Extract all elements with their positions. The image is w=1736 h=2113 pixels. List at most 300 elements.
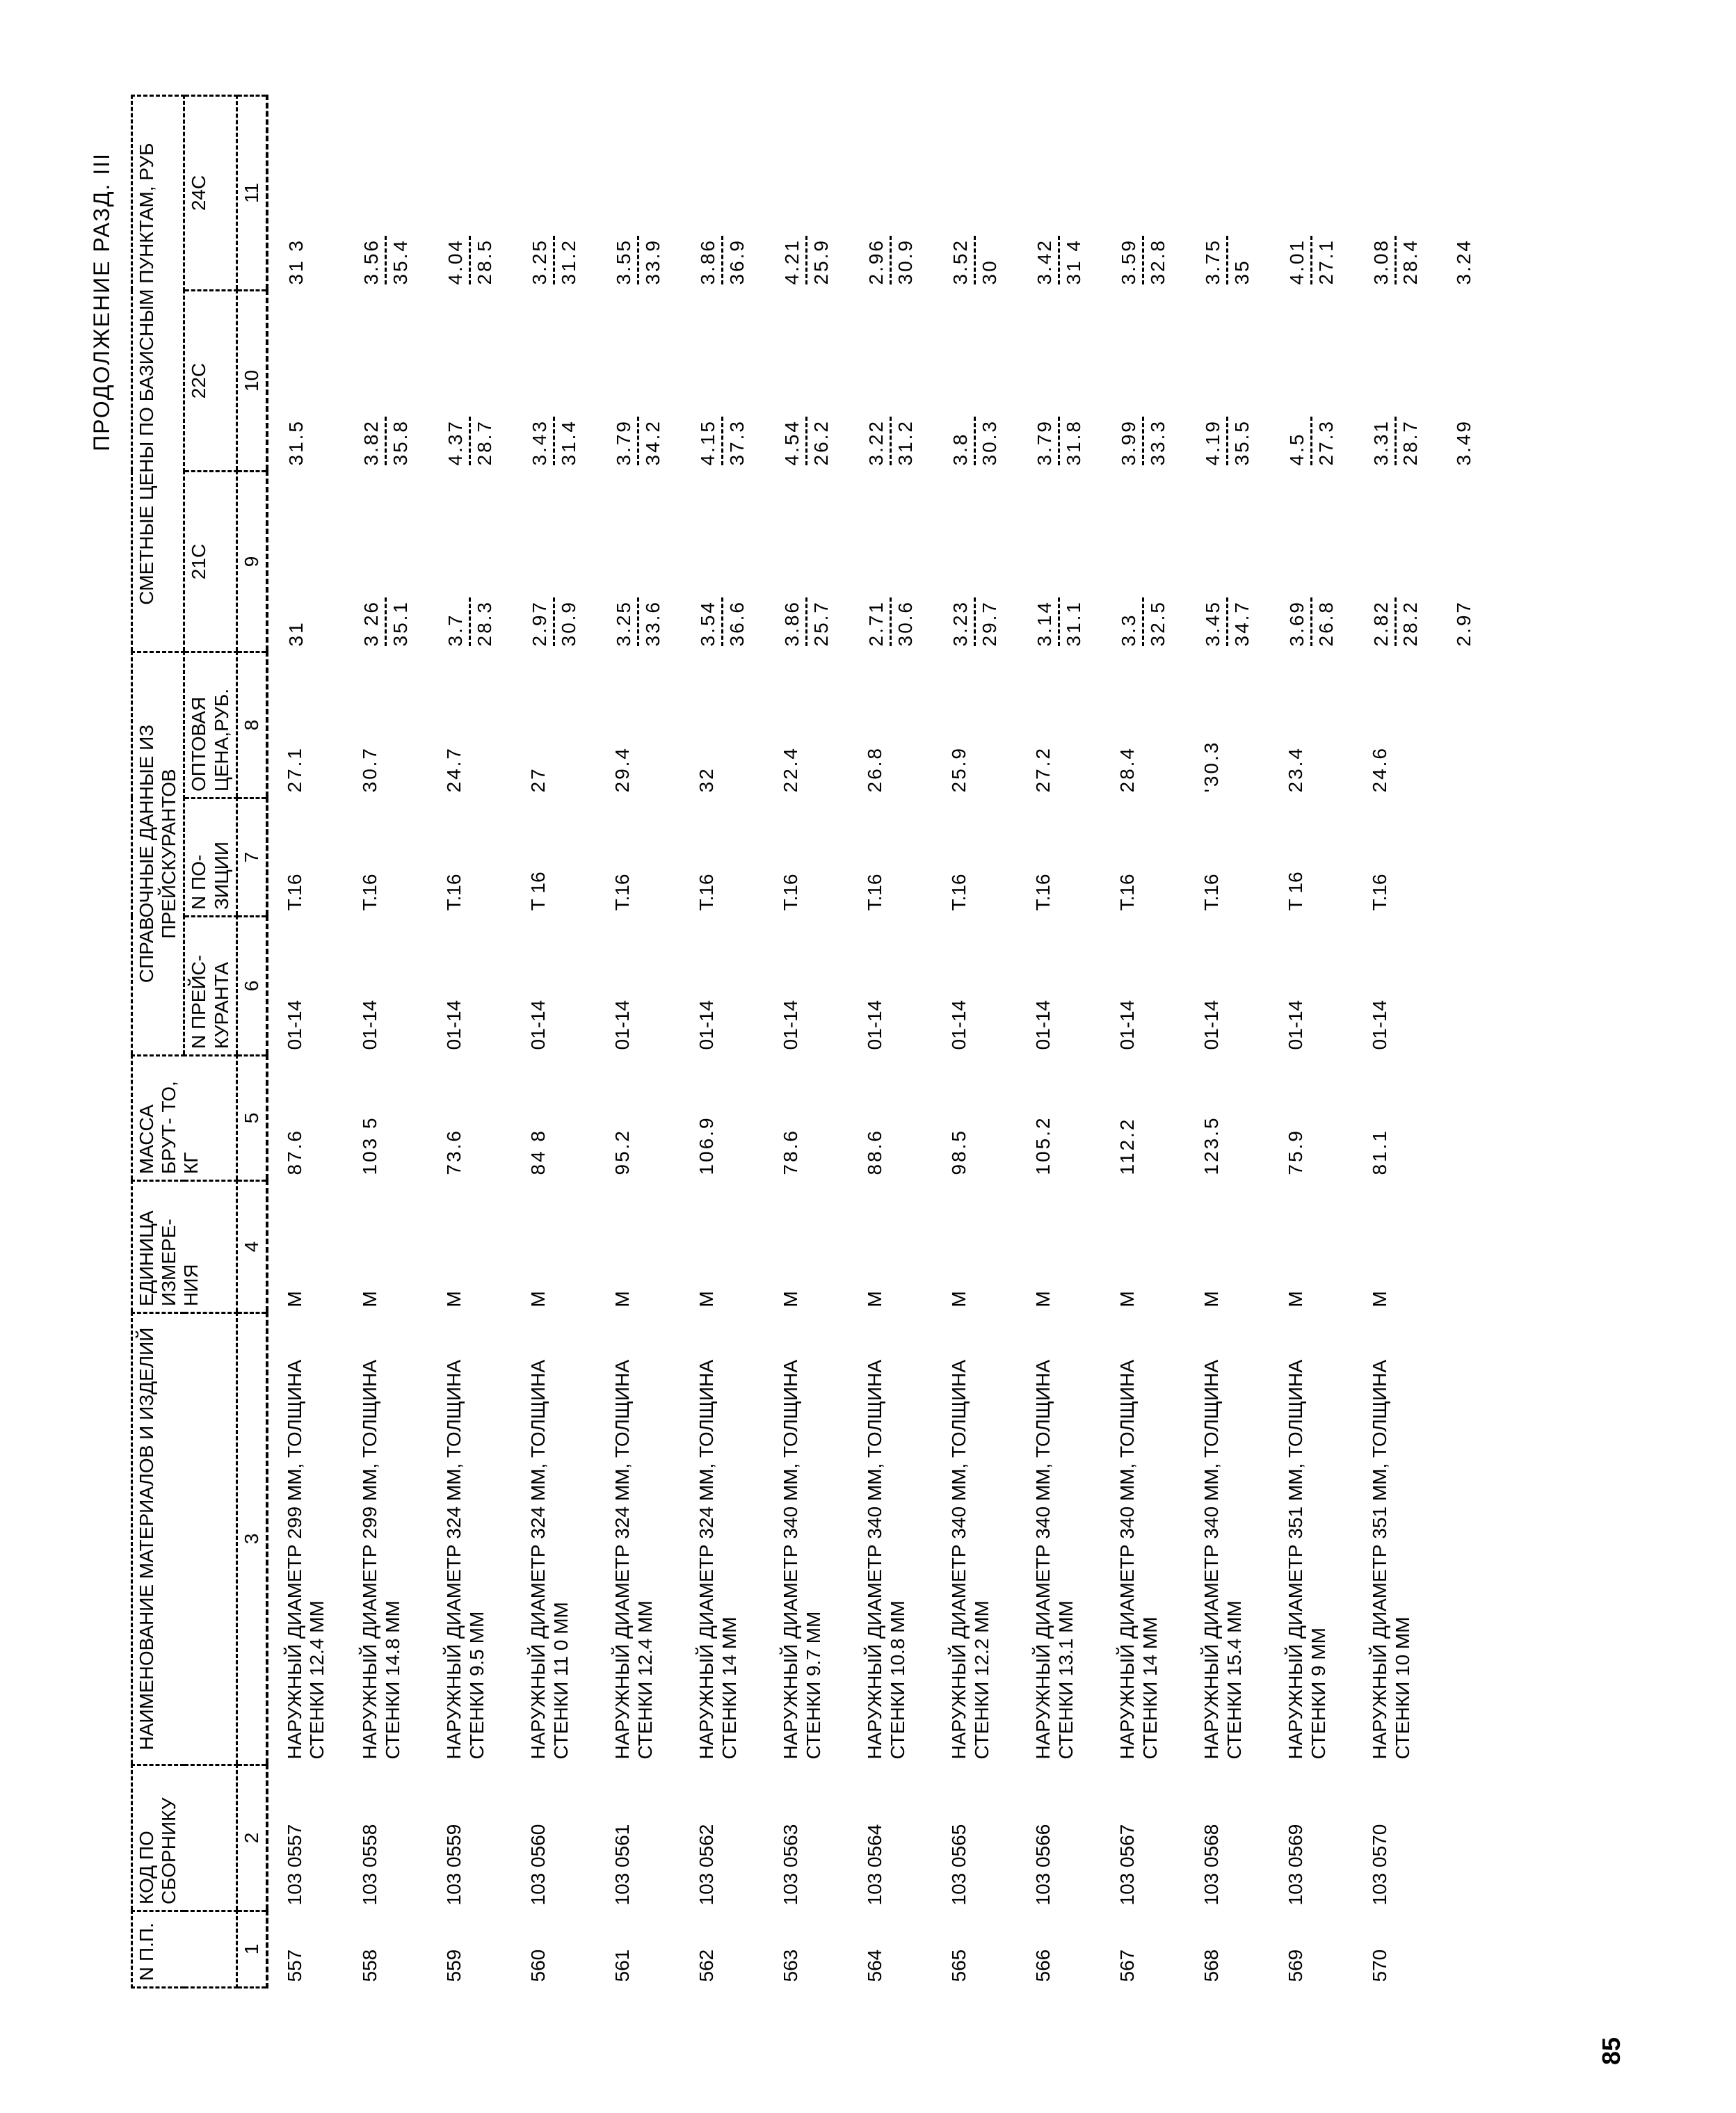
header-point-24c: 24С xyxy=(184,95,236,290)
empty-cell xyxy=(1438,917,1490,1056)
cell-price-21c-lower: 25.7 xyxy=(810,600,833,647)
table-row xyxy=(1017,95,1101,1987)
cell-price-24c-upper: 2.96 xyxy=(864,236,892,285)
cell-pricelist: 01-14 xyxy=(1200,999,1223,1050)
cell-price-21c-fraction xyxy=(864,598,917,647)
cell-mass: 78.6 xyxy=(780,1129,802,1175)
cell-pricelist: 01-14 xyxy=(283,999,305,1050)
cell-price-21c-upper: 2.71 xyxy=(864,598,892,647)
cell-price-22c-lower: 28.7 xyxy=(474,419,496,466)
cell-name: НАРУЖНЫЙ ДИАМЕТР 324 ММ, ТОЛЩИНА СТЕНКИ 14 ММ xyxy=(696,1360,740,1760)
cell-price-22c-lower: 33.3 xyxy=(1147,419,1169,466)
cell-position: Т.16 xyxy=(1200,874,1223,911)
cell-price-21c-lower: 35.1 xyxy=(389,600,412,647)
cell-unit: М xyxy=(1285,1291,1307,1308)
cell-mass: 103 5 xyxy=(359,1116,381,1175)
cell-price-24c-upper: 4.04 xyxy=(443,236,471,285)
cell-price-24c xyxy=(1269,95,1353,290)
cell-price-24c-fraction xyxy=(780,236,833,285)
cell-price-22c-fraction xyxy=(1116,417,1170,466)
cell-price-21c-fraction xyxy=(948,598,1002,647)
cell-price-21c-lower: 30.9 xyxy=(558,600,580,647)
cell-price-24c-upper: 31 3 xyxy=(284,239,307,285)
cell-unit: М xyxy=(1032,1291,1054,1308)
cell-price-24c-upper: 3.86 xyxy=(696,236,723,285)
table-row xyxy=(512,95,596,1987)
cell-price-22c-upper: 4.5 xyxy=(1285,417,1312,466)
cell-price-22c xyxy=(680,291,764,472)
cell-price-22c xyxy=(344,291,428,472)
cell-price-24c xyxy=(1185,95,1269,290)
cell-wholesale: 30.7 xyxy=(359,746,381,793)
cell-mass: 75.9 xyxy=(1285,1129,1307,1175)
cell-n: 557 xyxy=(283,1949,305,1982)
cell-name: НАРУЖНЫЙ ДИАМЕТР 340 ММ, ТОЛЩИНА СТЕНКИ 12.2 ММ xyxy=(948,1360,992,1760)
cell-price-22c xyxy=(1353,291,1438,472)
cell-price-22c-lower: 37.3 xyxy=(726,419,748,466)
cell-unit: М xyxy=(611,1291,634,1308)
cell-price-22c-lower: 35.5 xyxy=(1231,419,1253,466)
table-row xyxy=(933,95,1017,1987)
cell-price-24c-fraction xyxy=(1116,236,1170,285)
column-number: 7 xyxy=(236,798,267,917)
cell-price-21c-fraction xyxy=(611,598,665,647)
table-row xyxy=(1269,95,1353,1987)
cell-price-22c-continued: 3.49 xyxy=(1453,419,1475,466)
cell-n: 569 xyxy=(1285,1949,1307,1982)
cell-price-22c-fraction xyxy=(780,417,833,466)
cell-price-24c-fraction xyxy=(611,236,665,285)
cell-price-24c-upper: 4.21 xyxy=(780,236,807,285)
cell-price-24c xyxy=(1017,95,1101,290)
cell-position: Т.16 xyxy=(1116,874,1139,911)
cell-price-22c-lower: 31.4 xyxy=(558,419,580,466)
header-wholesale: ОПТОВАЯ ЦЕНА,РУБ. xyxy=(184,652,236,798)
cell-price-24c xyxy=(596,95,680,290)
cell-position: Т.16 xyxy=(1032,874,1054,911)
cell-n: 567 xyxy=(1116,1949,1139,1982)
cell-price-24c-fraction xyxy=(1285,236,1338,285)
cell-name: НАРУЖНЫЙ ДИАМЕТР 340 ММ, ТОЛЩИНА СТЕНКИ 10.8 ММ xyxy=(864,1360,908,1760)
cell-price-22c-fraction xyxy=(443,417,497,466)
cell-price-24c-fraction xyxy=(864,236,917,285)
cell-price-21c-upper: 3.86 xyxy=(780,598,807,647)
cell-price-24c-lower: 28.5 xyxy=(474,239,496,285)
cell-price-21c xyxy=(428,472,512,652)
rotated-document-page xyxy=(89,48,1647,2065)
table-row xyxy=(428,95,512,1987)
cell-pricelist: 01-14 xyxy=(443,999,465,1050)
table-body xyxy=(267,95,1491,1987)
cell-price-21c-fraction xyxy=(1032,598,1086,647)
cell-price-24c-fraction xyxy=(1032,236,1086,285)
cell-unit: М xyxy=(1116,1291,1139,1308)
cell-price-24c xyxy=(267,95,344,290)
cell-pricelist: 01-14 xyxy=(948,999,970,1050)
cell-price-22c-lower: 34.2 xyxy=(642,419,664,466)
cell-price-21c xyxy=(764,472,849,652)
cell-mass: 95.2 xyxy=(611,1129,634,1175)
cell-price-22c xyxy=(1185,291,1269,472)
cell-n: 562 xyxy=(696,1949,718,1982)
cell-price-22c xyxy=(267,291,344,472)
cell-price-24c-lower: 36.9 xyxy=(726,239,748,285)
empty-cell xyxy=(1438,798,1490,917)
header-name: НАИМЕНОВАНИЕ МАТЕРИАЛОВ И ИЗДЕЛИЙ xyxy=(132,1313,237,1765)
cell-price-21c-lower: 31.1 xyxy=(1063,600,1085,647)
cell-price-22c-upper: 4.37 xyxy=(443,417,471,466)
cell-position: Т.16 xyxy=(696,874,718,911)
cell-code: 103 0570 xyxy=(1369,1824,1391,1906)
cell-price-22c-fraction xyxy=(1200,417,1254,466)
table-row xyxy=(680,95,764,1987)
cell-name: НАРУЖНЫЙ ДИАМЕТР 351 ММ, ТОЛЩИНА СТЕНКИ 10 ММ xyxy=(1369,1360,1413,1760)
header-point-21c: 21С xyxy=(184,472,236,652)
cell-mass: 105.2 xyxy=(1032,1116,1054,1175)
cell-price-21c-upper: 3.14 xyxy=(1032,598,1060,647)
cell-position: Т.16 xyxy=(780,874,802,911)
cell-unit: М xyxy=(443,1291,465,1308)
cell-pricelist: 01-14 xyxy=(780,999,802,1050)
table-row xyxy=(1353,95,1438,1987)
cell-price-24c-upper: 3.59 xyxy=(1116,236,1144,285)
cell-price-21c-upper: 3.3 xyxy=(1116,598,1144,647)
cell-price-24c-fraction xyxy=(948,236,1002,285)
cell-price-22c xyxy=(849,291,933,472)
header-reference-group: СПРАВОЧНЫЕ ДАННЫЕ ИЗ ПРЕЙСКУРАНТОВ xyxy=(132,652,184,1056)
cell-unit: М xyxy=(1369,1291,1391,1308)
cell-price-22c-upper: 3.31 xyxy=(1369,417,1397,466)
cell-unit: М xyxy=(1200,1291,1223,1308)
column-number: 2 xyxy=(236,1765,267,1911)
cell-price-22c xyxy=(933,291,1017,472)
cell-price-22c-fraction xyxy=(864,417,917,466)
cell-price-22c xyxy=(596,291,680,472)
cell-price-24c-upper: 3.75 xyxy=(1200,236,1228,285)
cell-price-21c xyxy=(849,472,933,652)
cell-n: 565 xyxy=(948,1949,970,1982)
table-row xyxy=(267,95,344,1987)
cell-price-24c xyxy=(933,95,1017,290)
cell-price-22c xyxy=(512,291,596,472)
cell-position: Т.16 xyxy=(948,874,970,911)
cell-price-21c xyxy=(596,472,680,652)
cell-position: Т 16 xyxy=(1285,871,1307,911)
cell-price-22c-fraction xyxy=(527,417,581,466)
cell-price-24c-fraction xyxy=(1369,236,1422,285)
cell-price-21c-lower: 26.8 xyxy=(1315,600,1337,647)
header-unit: ЕДИНИЦА ИЗМЕРЕ- НИЯ xyxy=(132,1181,237,1313)
column-number: 3 xyxy=(236,1313,267,1765)
cell-wholesale: 29.4 xyxy=(611,746,634,793)
cell-wholesale: 28.4 xyxy=(1116,746,1139,793)
cell-price-24c-lower: 28.4 xyxy=(1399,239,1422,285)
cell-price-22c-upper: 3.99 xyxy=(1116,417,1144,466)
cell-price-21c-upper: 3 26 xyxy=(359,598,387,647)
cell-pricelist: 01-14 xyxy=(1032,999,1054,1050)
cell-name: НАРУЖНЫЙ ДИАМЕТР 340 ММ, ТОЛЩИНА СТЕНКИ 9.7 ММ xyxy=(780,1360,824,1760)
empty-cell xyxy=(1438,652,1490,798)
cell-price-24c-fraction xyxy=(359,236,412,285)
cell-position: Т.16 xyxy=(443,874,465,911)
cell-price-21c xyxy=(933,472,1017,652)
table-row xyxy=(344,95,428,1987)
table-row xyxy=(849,95,933,1987)
cell-price-21c-upper: 3.23 xyxy=(948,598,976,647)
cell-wholesale: 27.2 xyxy=(1032,746,1054,793)
cell-price-22c-lower: 26.2 xyxy=(810,419,833,466)
cell-price-21c-fraction xyxy=(527,598,581,647)
cell-price-24c-fraction xyxy=(284,236,311,285)
cell-code: 103 0563 xyxy=(780,1824,802,1906)
page-number: 85 xyxy=(1597,2036,1625,2065)
column-number: 9 xyxy=(236,472,267,652)
cell-price-24c-lower: 30.9 xyxy=(894,239,917,285)
cell-price-21c xyxy=(512,472,596,652)
cell-price-22c-upper: 3.79 xyxy=(611,417,639,466)
cell-pricelist: 01-14 xyxy=(696,999,718,1050)
cell-price-24c-lower: 35.4 xyxy=(389,239,412,285)
cell-price-24c-fraction xyxy=(696,236,749,285)
cell-price-22c-lower: 28.7 xyxy=(1399,419,1422,466)
cell-name: НАРУЖНЫЙ ДИАМЕТР 340 ММ, ТОЛЩИНА СТЕНКИ 14 ММ xyxy=(1116,1360,1161,1760)
cell-mass: 88.6 xyxy=(864,1129,886,1175)
cell-price-21c-upper: 3.45 xyxy=(1200,598,1228,647)
cell-code: 103 0567 xyxy=(1116,1824,1139,1906)
header-code: КОД ПО СБОРНИКУ xyxy=(132,1765,237,1911)
cell-price-22c xyxy=(764,291,849,472)
running-head: ПРОДОЛЖЕНИЕ РАЗД. III xyxy=(89,152,114,451)
column-number: 1 xyxy=(236,1911,267,1988)
cell-wholesale: 25.9 xyxy=(948,746,970,793)
cell-price-22c-lower xyxy=(310,417,311,466)
cell-price-21c xyxy=(1269,472,1353,652)
cell-wholesale: 27 xyxy=(527,766,549,793)
cell-position: Т.16 xyxy=(611,874,634,911)
table-row xyxy=(596,95,680,1987)
cell-price-22c-fraction xyxy=(1369,417,1422,466)
empty-cell xyxy=(1438,1181,1490,1313)
cell-name: НАРУЖНЫЙ ДИАМЕТР 324 ММ, ТОЛЩИНА СТЕНКИ 9.5 ММ xyxy=(443,1360,488,1760)
price-table xyxy=(131,95,1491,1989)
cell-price-24c-lower: 30 xyxy=(979,259,1001,285)
empty-cell xyxy=(1438,1765,1490,1911)
cell-price-24c-lower xyxy=(310,236,311,285)
cell-pricelist: 01-14 xyxy=(1369,999,1391,1050)
empty-cell xyxy=(1438,1911,1490,1988)
cell-price-21c-fraction xyxy=(443,598,497,647)
cell-price-22c xyxy=(1017,291,1101,472)
cell-code: 103 0565 xyxy=(948,1824,970,1906)
cell-price-21c-lower: 28.2 xyxy=(1399,600,1422,647)
cell-price-24c-lower: 32.8 xyxy=(1147,239,1169,285)
cell-price-22c-fraction xyxy=(611,417,665,466)
cell-price-21c xyxy=(267,472,344,652)
cell-n: 560 xyxy=(527,1949,549,1982)
cell-position: Т.16 xyxy=(1369,874,1391,911)
empty-cell xyxy=(1438,1313,1490,1765)
cell-price-24c-fraction xyxy=(1200,236,1254,285)
cell-unit: М xyxy=(864,1291,886,1308)
cell-price-22c-fraction xyxy=(696,417,749,466)
cell-price-21c-upper: 3.7 xyxy=(443,598,471,647)
cell-price-22c-upper: 3.79 xyxy=(1032,417,1060,466)
table-row xyxy=(1101,95,1185,1987)
column-number: 6 xyxy=(236,917,267,1056)
column-number: 11 xyxy=(236,95,267,290)
cell-mass: 123.5 xyxy=(1200,1116,1223,1175)
cell-pricelist: 01-14 xyxy=(611,999,634,1050)
cell-unit: М xyxy=(948,1291,970,1308)
cell-price-21c-lower: 32.5 xyxy=(1147,600,1169,647)
cell-price-21c xyxy=(1017,472,1101,652)
cell-price-21c-upper: 2.82 xyxy=(1369,598,1397,647)
cell-code: 103 0560 xyxy=(527,1824,549,1906)
cell-price-24c-lower: 31.2 xyxy=(558,239,580,285)
cell-wholesale: 23.4 xyxy=(1285,746,1307,793)
cell-price-22c-fraction xyxy=(1285,417,1338,466)
cell-wholesale: 24.7 xyxy=(443,746,465,793)
cell-mass: 112.2 xyxy=(1116,1117,1139,1175)
cell-mass: 98.5 xyxy=(948,1129,970,1175)
cell-price-21c xyxy=(1101,472,1185,652)
cell-pricelist: 01-14 xyxy=(864,999,886,1050)
cell-n: 558 xyxy=(359,1949,381,1982)
cell-price-24c-upper: 3.56 xyxy=(359,236,387,285)
cell-pricelist: 01-14 xyxy=(527,999,549,1050)
cell-code: 103 0562 xyxy=(696,1824,718,1906)
cell-unit: М xyxy=(780,1291,802,1308)
cell-price-21c-lower: 30.6 xyxy=(894,600,917,647)
cell-price-21c-lower: 33.6 xyxy=(642,600,664,647)
cell-code: 103 0564 xyxy=(864,1824,886,1906)
column-number: 4 xyxy=(236,1181,267,1313)
cell-price-22c xyxy=(428,291,512,472)
cell-mass: 106.9 xyxy=(696,1116,718,1175)
cell-price-22c-lower: 27.3 xyxy=(1315,419,1337,466)
cell-price-22c-upper: 3.82 xyxy=(359,417,387,466)
cell-name: НАРУЖНЫЙ ДИАМЕТР 324 ММ, ТОЛЩИНА СТЕНКИ 11 0 ММ xyxy=(527,1360,572,1760)
cell-price-22c xyxy=(1269,291,1353,472)
cell-mass: 87.6 xyxy=(283,1129,305,1175)
cell-price-21c-fraction xyxy=(780,598,833,647)
cell-code: 103 0558 xyxy=(359,1824,381,1906)
cell-price-21c-lower: 36.6 xyxy=(726,600,748,647)
cell-wholesale: 27.1 xyxy=(283,746,305,793)
cell-price-21c-fraction xyxy=(1285,598,1338,647)
empty-cell xyxy=(1438,1056,1490,1181)
cell-unit: М xyxy=(359,1291,381,1308)
cell-price-24c-upper: 3.42 xyxy=(1032,236,1060,285)
cell-wholesale: 32 xyxy=(696,766,718,793)
cell-price-22c xyxy=(1101,291,1185,472)
table-row xyxy=(764,95,849,1987)
cell-price-24c xyxy=(1353,95,1438,290)
cell-name: НАРУЖНЫЙ ДИАМЕТР 299 ММ, ТОЛЩИНА СТЕНКИ 12.4 ММ xyxy=(283,1360,328,1760)
cell-position: Т 16 xyxy=(527,871,549,911)
cell-price-21c-continued: 2.97 xyxy=(1453,600,1475,647)
cell-pricelist: 01-14 xyxy=(1285,999,1307,1050)
cell-price-24c-upper: 3.55 xyxy=(611,236,639,285)
cell-n: 563 xyxy=(780,1949,802,1982)
header-row-1 xyxy=(132,95,184,1987)
cell-price-21c-upper: 3.54 xyxy=(696,598,723,647)
cell-mass: 73.6 xyxy=(443,1129,465,1175)
cell-name: НАРУЖНЫЙ ДИАМЕТР 299 ММ, ТОЛЩИНА СТЕНКИ 14.8 ММ xyxy=(359,1360,403,1760)
cell-code: 103 0566 xyxy=(1032,1824,1054,1906)
cell-price-24c xyxy=(764,95,849,290)
cell-mass: 84 8 xyxy=(527,1129,549,1175)
cell-code: 103 0561 xyxy=(611,1824,634,1906)
cell-price-24c-lower: 25.9 xyxy=(810,239,833,285)
cell-code: 103 0569 xyxy=(1285,1824,1307,1906)
cell-n: 561 xyxy=(611,1949,634,1982)
cell-price-21c xyxy=(344,472,428,652)
header-position: N ПО- ЗИЦИИ xyxy=(184,798,236,917)
cell-price-21c-upper: 2.97 xyxy=(527,598,555,647)
cell-pricelist: 01-14 xyxy=(359,999,381,1050)
cell-price-21c-fraction xyxy=(1200,598,1254,647)
cell-price-24c-lower: 35 xyxy=(1231,259,1253,285)
cell-price-22c-upper: 4.19 xyxy=(1200,417,1228,466)
column-number: 10 xyxy=(236,291,267,472)
cell-price-24c-lower: 33.9 xyxy=(642,239,664,285)
cell-price-24c-lower: 31 4 xyxy=(1063,239,1085,285)
cell-price-24c-upper: 3.08 xyxy=(1369,236,1397,285)
cell-name: НАРУЖНЫЙ ДИАМЕТР 340 ММ, ТОЛЩИНА СТЕНКИ 13.1 ММ xyxy=(1032,1360,1077,1760)
cell-price-21c xyxy=(680,472,764,652)
cell-name: НАРУЖНЫЙ ДИАМЕТР 351 ММ, ТОЛЩИНА СТЕНКИ 9 ММ xyxy=(1285,1360,1329,1760)
cell-price-24c xyxy=(1101,95,1185,290)
cell-price-22c-fraction xyxy=(1032,417,1086,466)
cell-price-21c-lower: 29.7 xyxy=(979,600,1001,647)
cell-price-22c-lower: 31.2 xyxy=(894,419,917,466)
cell-price-22c-lower: 30.3 xyxy=(979,419,1001,466)
cell-price-21c-fraction xyxy=(284,598,311,647)
cell-price-21c-upper: 3.69 xyxy=(1285,598,1312,647)
cell-wholesale: '30.3 xyxy=(1200,740,1223,793)
cell-price-22c-upper: 3.43 xyxy=(527,417,555,466)
cell-n: 566 xyxy=(1032,1949,1054,1982)
cell-wholesale: 26.8 xyxy=(864,746,886,793)
cell-price-22c-fraction xyxy=(359,417,412,466)
cell-price-21c-fraction xyxy=(359,598,412,647)
header-mass: МАССА БРУТ- ТО, КГ xyxy=(132,1056,237,1181)
cell-price-21c xyxy=(1185,472,1269,652)
cell-price-24c-fraction xyxy=(527,236,581,285)
cell-position: Т.16 xyxy=(864,874,886,911)
cell-n: 559 xyxy=(443,1949,465,1982)
cell-name: НАРУЖНЫЙ ДИАМЕТР 340 ММ, ТОЛЩИНА СТЕНКИ 15.4 ММ xyxy=(1200,1360,1245,1760)
cell-price-22c-fraction xyxy=(284,417,311,466)
header-n: N П.П. xyxy=(132,1911,237,1988)
cell-price-24c xyxy=(849,95,933,290)
cell-wholesale: 22.4 xyxy=(780,746,802,793)
cell-price-24c-upper: 4.01 xyxy=(1285,236,1312,285)
cell-position: Т.16 xyxy=(359,874,381,911)
cell-wholesale: 24.6 xyxy=(1369,746,1391,793)
cell-price-24c-continued: 3.24 xyxy=(1453,239,1475,285)
cell-unit: М xyxy=(527,1291,549,1308)
cell-code: 103 0568 xyxy=(1200,1824,1223,1906)
cell-n: 568 xyxy=(1200,1949,1223,1982)
cell-price-22c-fraction xyxy=(948,417,1002,466)
column-number: 8 xyxy=(236,652,267,798)
header-pricelist: N ПРЕЙС- КУРАНТА xyxy=(184,917,236,1056)
cell-price-21c-upper: 3.25 xyxy=(611,598,639,647)
header-estimate-group: СМЕТНЫЕ ЦЕНЫ ПО БАЗИСНЫМ ПУНКТАМ, РУБ xyxy=(132,95,184,652)
cell-unit: М xyxy=(283,1291,305,1308)
